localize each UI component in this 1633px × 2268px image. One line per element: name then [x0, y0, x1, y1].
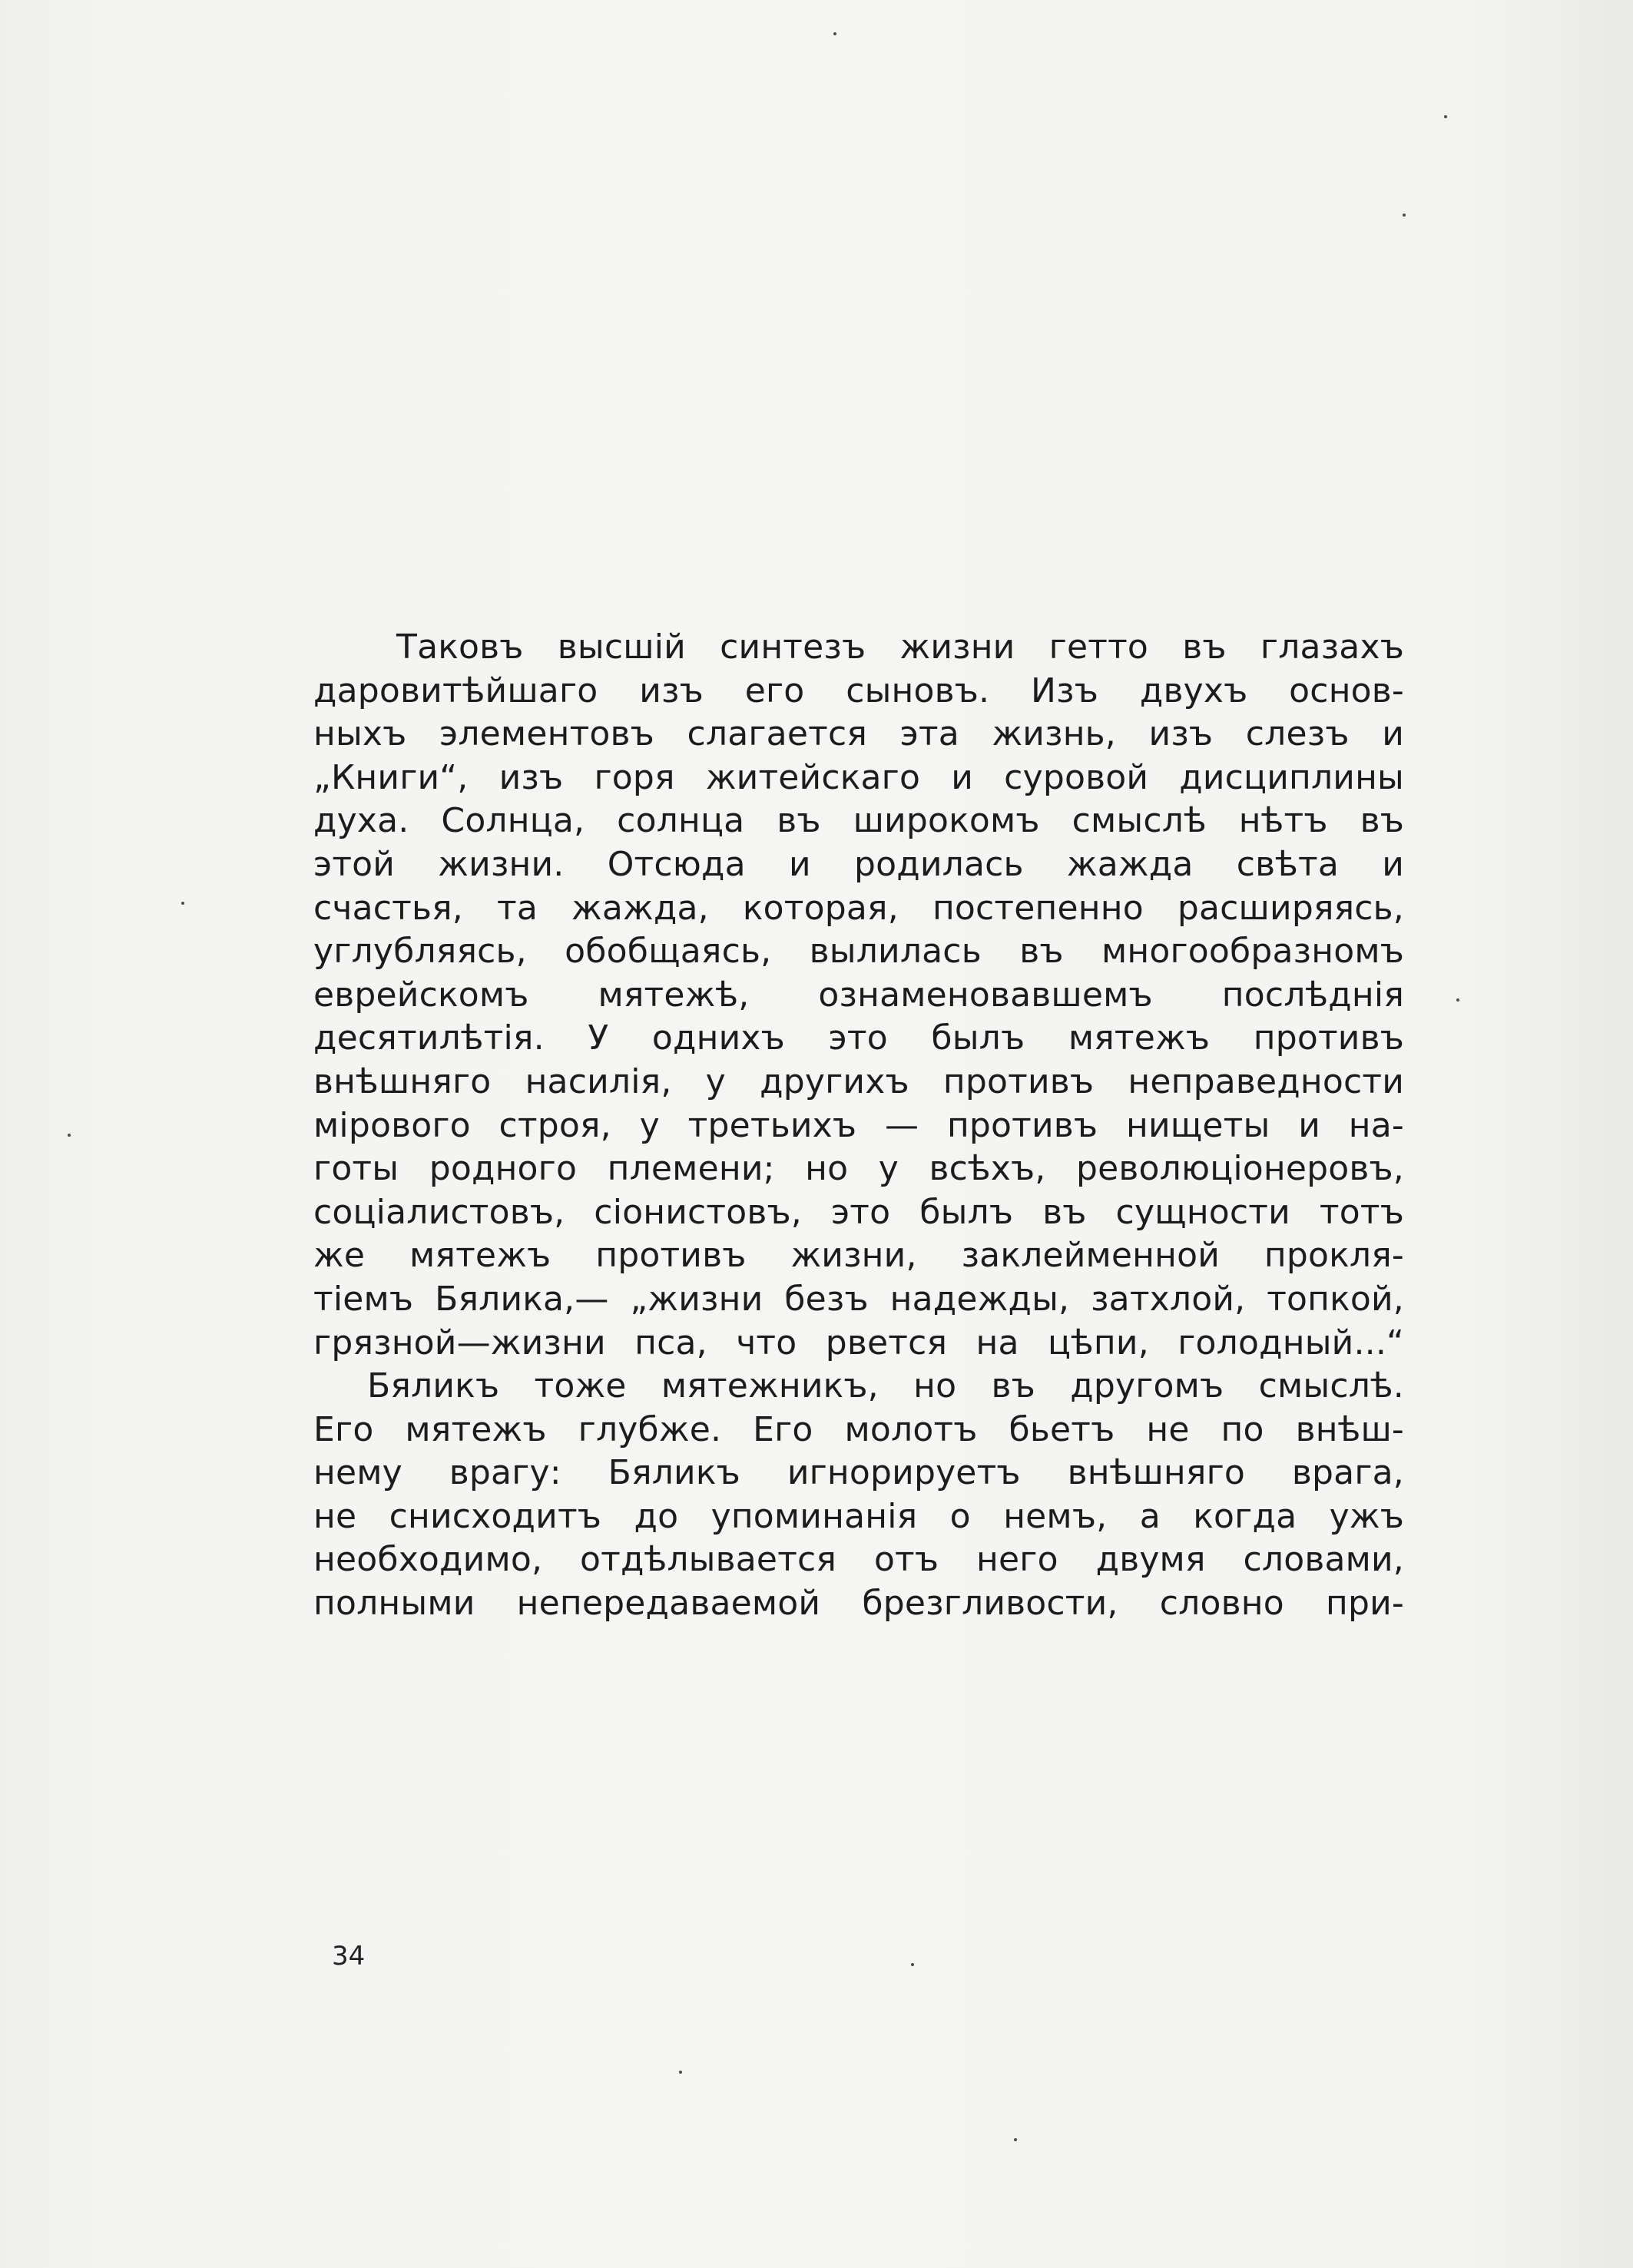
paper-speck — [833, 32, 836, 35]
paper-speck — [1403, 214, 1406, 217]
text-line: же мятежъ противъ жизни, заклейменной прокля- — [313, 1236, 1404, 1276]
paper-speck — [181, 902, 184, 905]
paper-speck — [1456, 998, 1459, 1002]
paper-speck — [68, 1134, 71, 1137]
paper-speck — [1444, 115, 1447, 118]
text-line: мірового строя, у третьихъ — противъ нищеты и на- — [313, 1105, 1404, 1145]
text-line: нему врагу: Бяликъ игнорируетъ внѣшняго врага, — [313, 1453, 1404, 1493]
paper-speck — [679, 2071, 682, 2074]
text-line: десятилѣтія. У однихъ это былъ мятежъ противъ — [313, 1018, 1404, 1058]
text-line: необходимо, отдѣлывается отъ него двумя словами, — [313, 1540, 1404, 1580]
paper-speck — [1014, 2138, 1017, 2141]
text-line: духа. Солнца, солнца въ широкомъ смыслѣ нѣтъ въ — [313, 801, 1404, 841]
paper-speck — [911, 1963, 914, 1966]
text-line: соціалистовъ, сіонистовъ, это былъ въ сущности тотъ — [313, 1192, 1404, 1232]
text-line: углубляясь, обобщаясь, вылилась въ многообразномъ — [313, 932, 1404, 972]
text-line: Таковъ высшій синтезъ жизни гетто въ глазахъ — [396, 627, 1404, 667]
text-line: полными непередаваемой брезгливости, словно при- — [313, 1584, 1404, 1624]
body-text — [313, 626, 1404, 1626]
page-number: 34 — [332, 1941, 366, 1972]
text-line: готы родного племени; но у всѣхъ, революціонеровъ, — [313, 1149, 1404, 1189]
text-line: внѣшняго насилія, у другихъ противъ неправедности — [313, 1061, 1404, 1101]
text-line: тіемъ Бялика,— „жизни безъ надежды, затхлой, топкой, — [313, 1279, 1404, 1319]
text-line: грязной—жизни пса, что рвется на цѣпи, голодный...“ — [313, 1323, 1404, 1362]
text-line: счастья, та жажда, которая, постепенно расширяясь, — [313, 888, 1404, 928]
text-line: ныхъ элементовъ слагается эта жизнь, изъ слезъ и — [313, 714, 1404, 754]
text-line: еврейскомъ мятежѣ, ознаменовавшемъ послѣднія — [313, 975, 1404, 1015]
text-line: не снисходитъ до упоминанія о немъ, а когда ужъ — [313, 1496, 1404, 1536]
text-line: Бяликъ тоже мятежникъ, но въ другомъ смыслѣ. — [367, 1366, 1404, 1406]
text-line: этой жизни. Отсюда и родилась жажда свѣта и — [313, 844, 1404, 884]
text-line: даровитѣйшаго изъ его сыновъ. Изъ двухъ основ- — [313, 670, 1404, 710]
text-line: „Книги“, изъ горя житейскаго и суровой дисциплины — [313, 757, 1404, 797]
text-line: Его мятежъ глубже. Его молотъ бьетъ не по внѣш- — [313, 1409, 1404, 1449]
